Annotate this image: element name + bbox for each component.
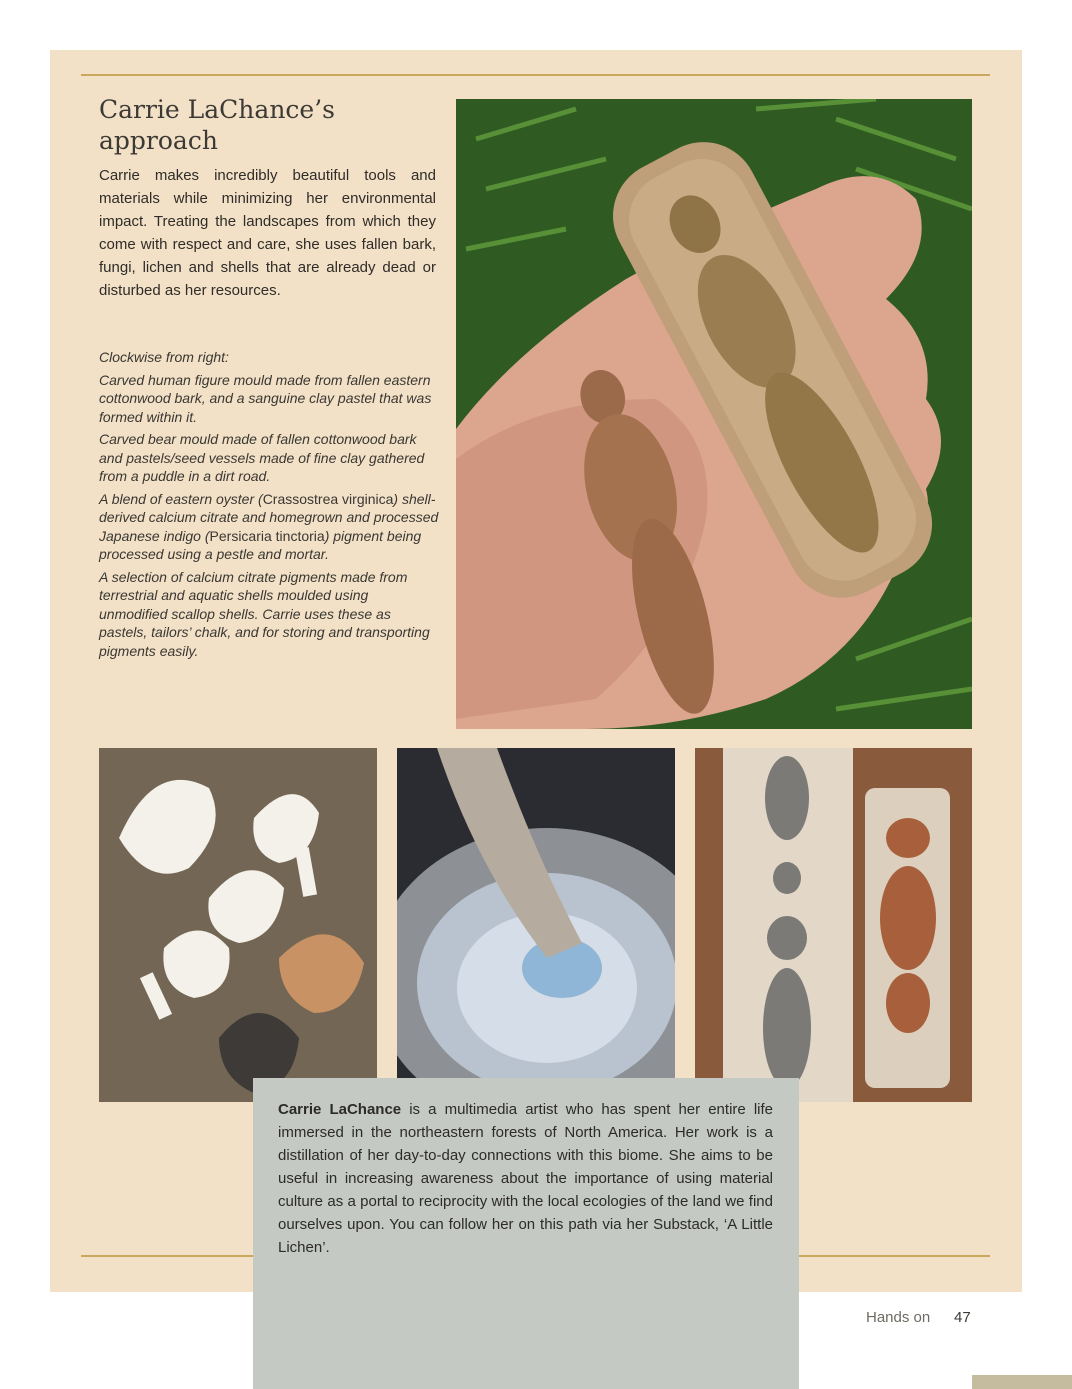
photo-captions <box>99 348 439 664</box>
caption-bear-mould: Carved bear mould made of fallen cottonwood bark and pastels/seed vessels made of fine clay gathered from a puddle in a dirt road. <box>99 431 425 484</box>
page-number: 47 <box>954 1309 971 1326</box>
article-intro: Carrie makes incredibly beautiful tools and materials while minimizing her environmental impact. Treating the landscapes from which they come with respect and care, she uses fallen bark, fungi, lichen and shells that are already dead or disturbed as her resources. <box>99 167 436 299</box>
article-title: Carrie LaChance’s approach <box>99 95 335 155</box>
photo-figure-mould <box>456 99 972 729</box>
photo-pestle-mortar <box>397 748 675 1102</box>
caption-figure-mould: Carved human figure mould made from fallen eastern cottonwood bark, and a sanguine clay pastel that was formed within it. <box>99 371 432 425</box>
top-rule <box>81 74 990 76</box>
caption-pestle-mortar: A blend of eastern oyster (Crassostrea virginica) shell-derived calcium citrate and homegrown and processed Japanese indigo (Persicaria tinctoria) pigment being processed using a pestle and mortar. <box>99 490 439 562</box>
footer-bar <box>972 1375 1072 1389</box>
section-label: Hands on <box>866 1309 931 1326</box>
caption-shell-pigments: A selection of calcium citrate pigments made from terrestrial and aquatic shells moulded using unmodified scallop shells. Carrie uses these as pastels, tailors’ chalk, and for storing and transporting pigments easily. <box>99 568 430 659</box>
author-name: Carrie LaChance <box>278 1101 402 1118</box>
author-bio: Carrie LaChance is a multimedia artist who has spent her entire life immersed in the northeastern forests of North America. Her work is a distillation of her day-to-day connections with this biome. She aims to be useful in increasing awareness about the importance of using material culture as a portal to reciprocity with the local ecologies of the land we find ourselves upon. You can follow her on this path via her Substack, ‘A Little Lichen’. <box>278 1101 773 1256</box>
photo-bear-mould <box>695 748 972 1102</box>
caption-heading: Clockwise from right: <box>99 349 229 365</box>
photo-shell-pigments <box>99 748 377 1102</box>
